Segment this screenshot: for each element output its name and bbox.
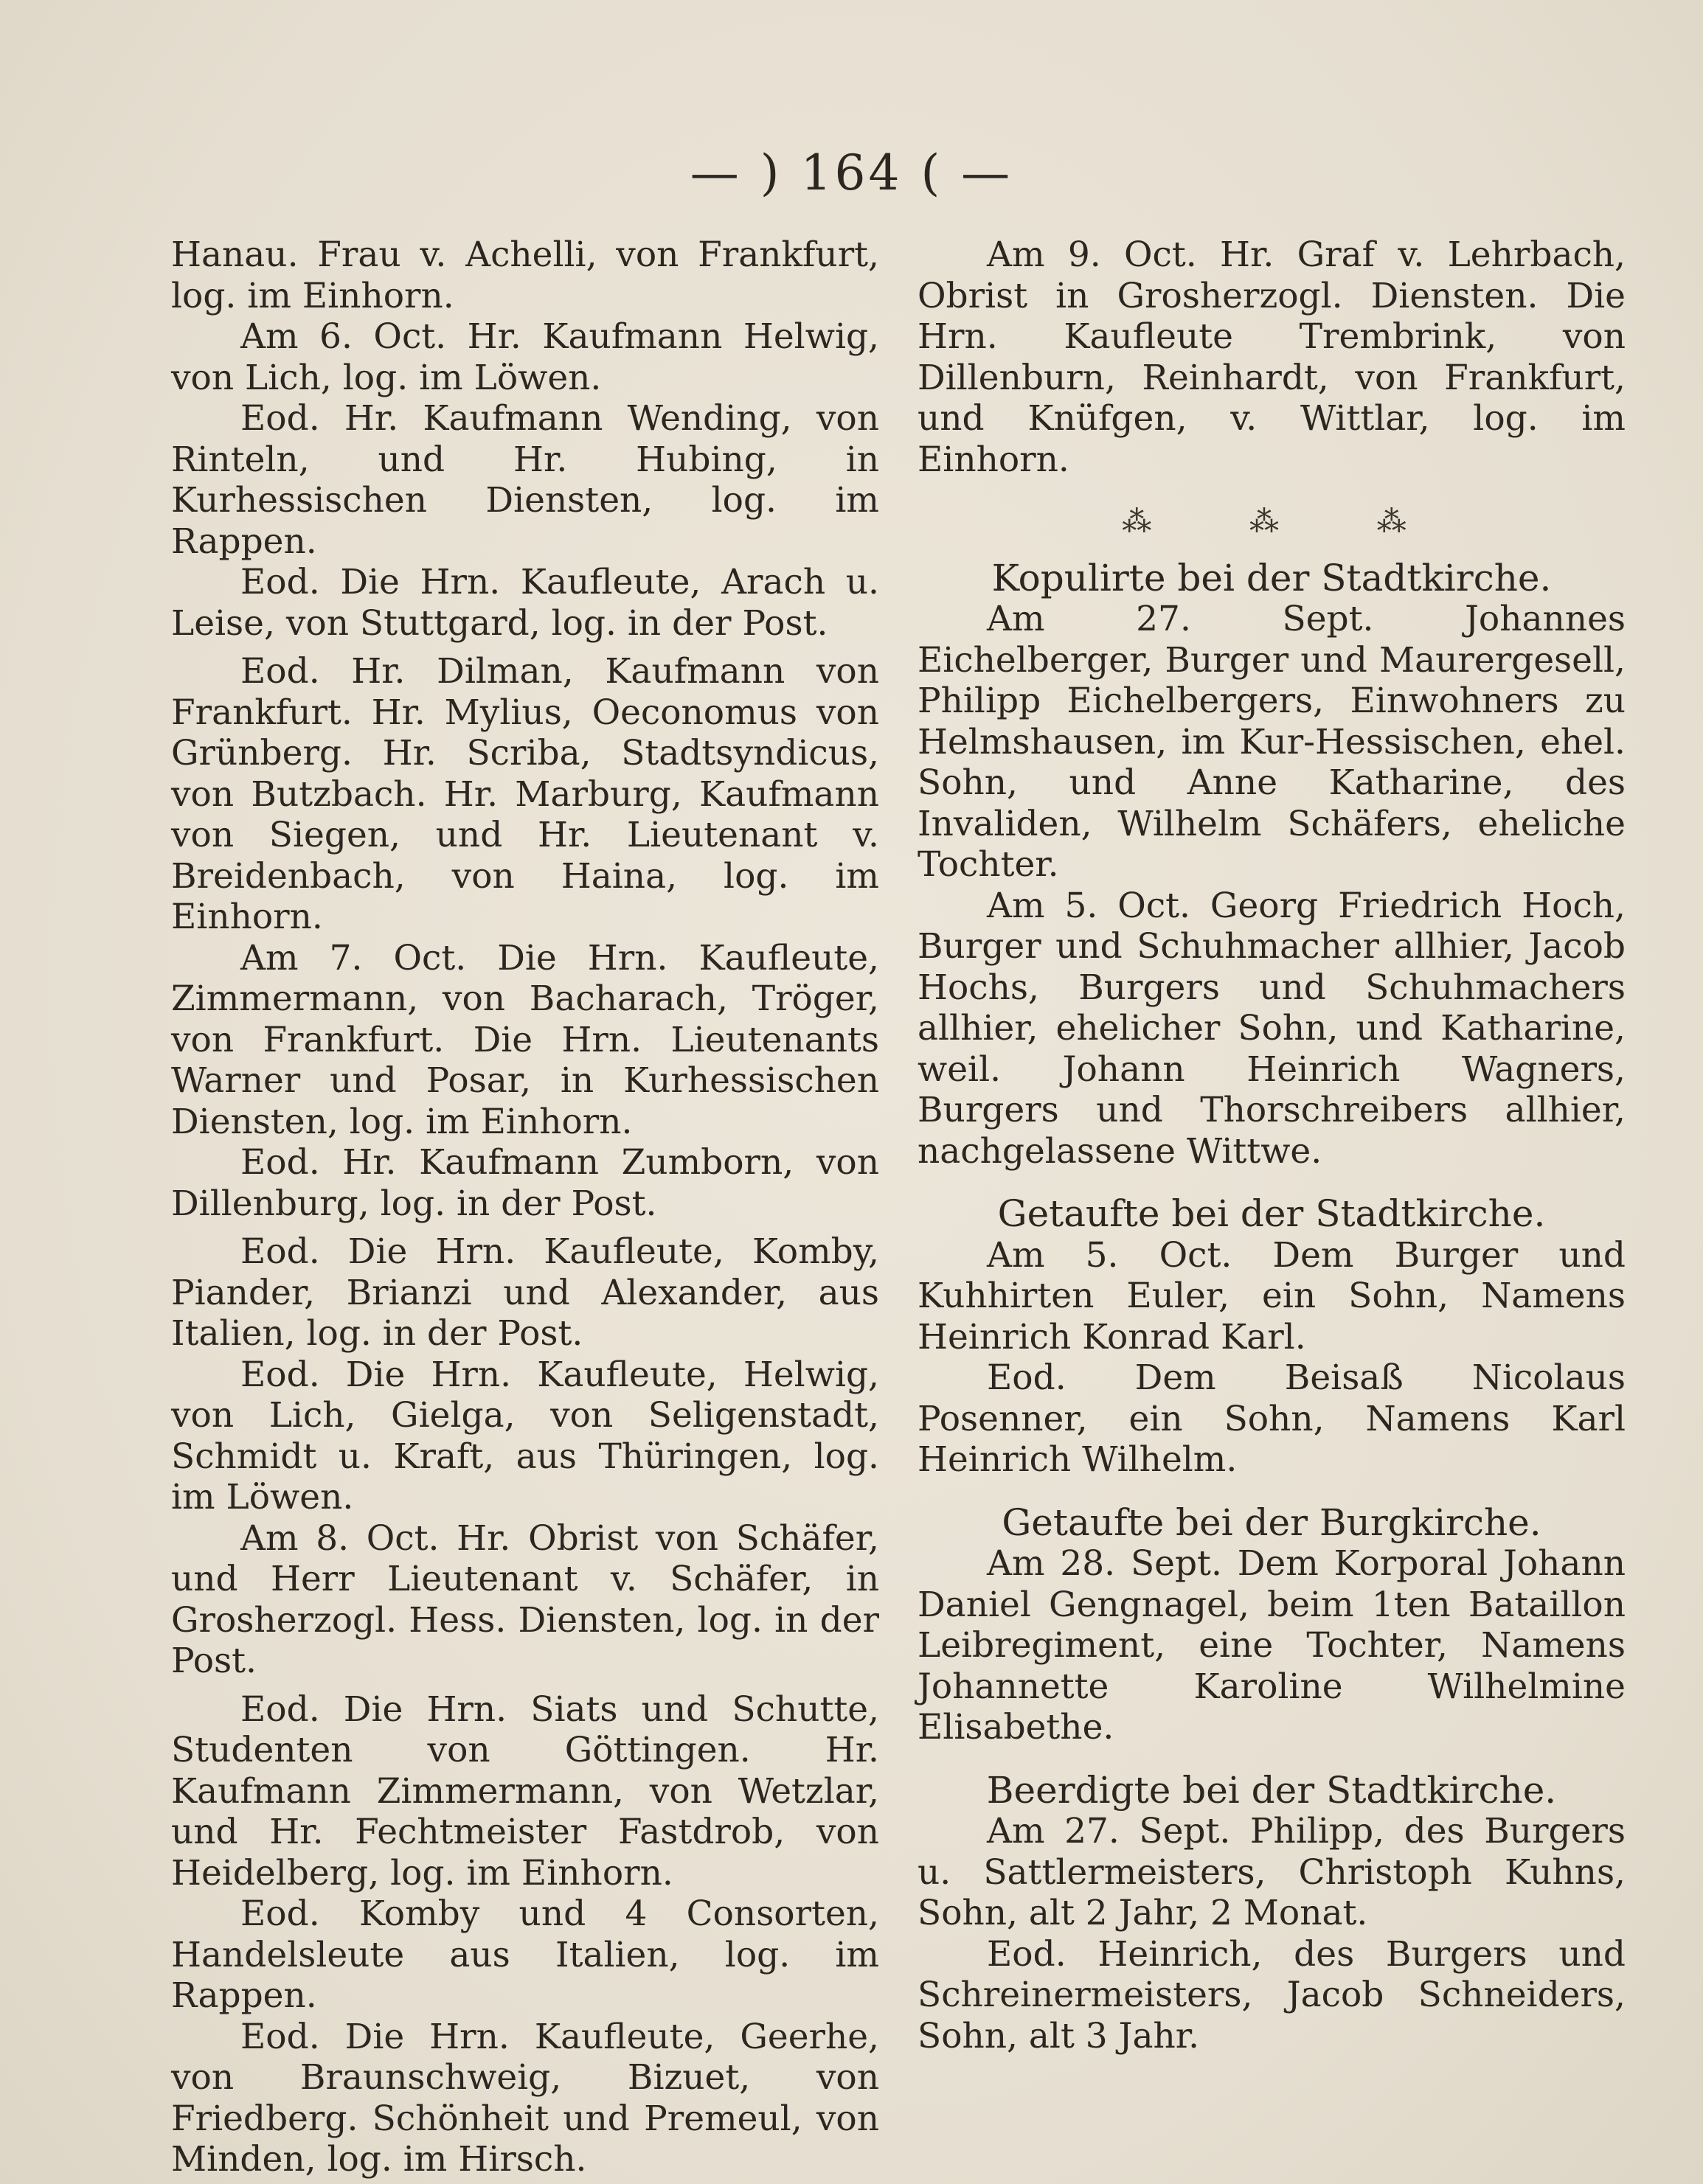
paragraph: Eod. Die Hrn. Kaufleute, Geerhe, von Braunschweig, Bizuet, von Friedberg. Schönheit und Premeul, von Minden, log. im Hirsch. (171, 2016, 879, 2180)
paragraph: Eod. Die Hrn. Kaufleute, Arach u. Leise, von Stuttgard, log. in der Post. (171, 562, 879, 644)
paragraph: Eod. Die Hrn. Kaufleute, Komby, Piander, Brianzi und Alexander, aus Italien, log. in der Post. (171, 1231, 879, 1354)
left-column (171, 234, 879, 2180)
paragraph: Eod. Hr. Kaufmann Wending, von Rinteln, und Hr. Hubing, in Kurhessischen Diensten, log. im Rappen. (171, 398, 879, 562)
page-number: — ) 164 ( — (690, 145, 1013, 201)
paragraph: Hanau. Frau v. Achelli, von Frankfurt, log. im Einhorn. (171, 234, 879, 316)
paragraph: Eod. Hr. Dilman, Kaufmann von Frankfurt. Hr. Mylius, Oeconomus von Grünberg. Hr. Scriba, Stadtsyndicus, von Butzbach. Hr. Marburg, Kaufmann von Siegen, und Hr. Lieutenant v. Breidenbach, von Haina, log. im Einhorn. (171, 651, 879, 937)
paragraph: Am 8. Oct. Hr. Obrist von Schäfer, und Herr Lieutenant v. Schäfer, in Grosherzogl. Hess. Diensten, log. in der Post. (171, 1517, 879, 1681)
paragraph: Eod. Dem Beisaß Nicolaus Posenner, ein Sohn, Namens Karl Heinrich Wilhelm. (918, 1357, 1626, 1480)
paragraph: Am 6. Oct. Hr. Kaufmann Helwig, von Lich, log. im Löwen. (171, 316, 879, 398)
paragraph: Am 27. Sept. Philipp, des Burgers u. Sattlermeisters, Christoph Kuhns, Sohn, alt 2 Jahr, 2 Monat. (918, 1811, 1626, 1933)
section-heading: Getaufte bei der Burgkirche. (1002, 1500, 1541, 1544)
paragraph: Am 5. Oct. Dem Burger und Kuhhirten Euler, ein Sohn, Namens Heinrich Konrad Karl. (918, 1234, 1626, 1357)
paragraph: Am 28. Sept. Dem Korporal Johann Daniel Gengnagel, beim 1ten Bataillon Leibregiment, eine Tochter, Namens Johannette Karoline Wilhelmine Elisabethe. (918, 1543, 1626, 1747)
section-heading: Beerdigte bei der Stadtkirche. (986, 1768, 1557, 1812)
right-column (918, 234, 1626, 2056)
section-heading: Getaufte bei der Stadtkirche. (997, 1192, 1546, 1235)
ornament: ⁂ ⁂ ⁂ (1122, 505, 1451, 539)
paragraph: Eod. Die Hrn. Siats und Schutte, Studenten von Göttingen. Hr. Kaufmann Zimmermann, von Wetzlar, und Hr. Fechtmeister Fastdrob, von Heidelberg, log. im Einhorn. (171, 1689, 879, 1893)
paragraph: Am 5. Oct. Georg Friedrich Hoch, Burger und Schuhmacher allhier, Jacob Hochs, Burgers und Schuhmachers allhier, ehelicher Sohn, und Katharine, weil. Johann Heinrich Wagners, Burgers und Thorschreibers allhier, nachgelassene Wittwe. (918, 885, 1626, 1172)
paragraph: Eod. Hr. Kaufmann Zumborn, von Dillenburg, log. in der Post. (171, 1142, 879, 1224)
paragraph: Am 7. Oct. Die Hrn. Kaufleute, Zimmermann, von Bacharach, Tröger, von Frankfurt. Die Hrn. Lieutenants Warner und Posar, in Kurhessischen Diensten, log. im Einhorn. (171, 937, 879, 1142)
paragraph: Am 9. Oct. Hr. Graf v. Lehrbach, Obrist in Grosherzogl. Diensten. Die Hrn. Kaufleute Trembrink, von Dillenburn, Reinhardt, von Frankfurt, und Knüfgen, v. Wittlar, log. im Einhorn. (918, 234, 1626, 480)
paragraph: Eod. Heinrich, des Burgers und Schreinermeisters, Jacob Schneiders, Sohn, alt 3 Jahr. (918, 1933, 1626, 2056)
paragraph: Am 27. Sept. Johannes Eichelberger, Burger und Maurergesell, Philipp Eichelbergers, Einwohners zu Helmshausen, im Kur-Hessischen, ehel. Sohn, und Anne Katharine, des Invaliden, Wilhelm Schäfers, eheliche Tochter. (918, 599, 1626, 885)
section-heading: Kopulirte bei der Stadtkirche. (991, 556, 1552, 599)
paragraph: Eod. Komby und 4 Consorten, Handelsleute aus Italien, log. im Rappen. (171, 1893, 879, 2016)
paragraph: Eod. Die Hrn. Kaufleute, Helwig, von Lich, Gielga, von Seligenstadt, Schmidt u. Kraft, aus Thüringen, log. im Löwen. (171, 1354, 879, 1517)
